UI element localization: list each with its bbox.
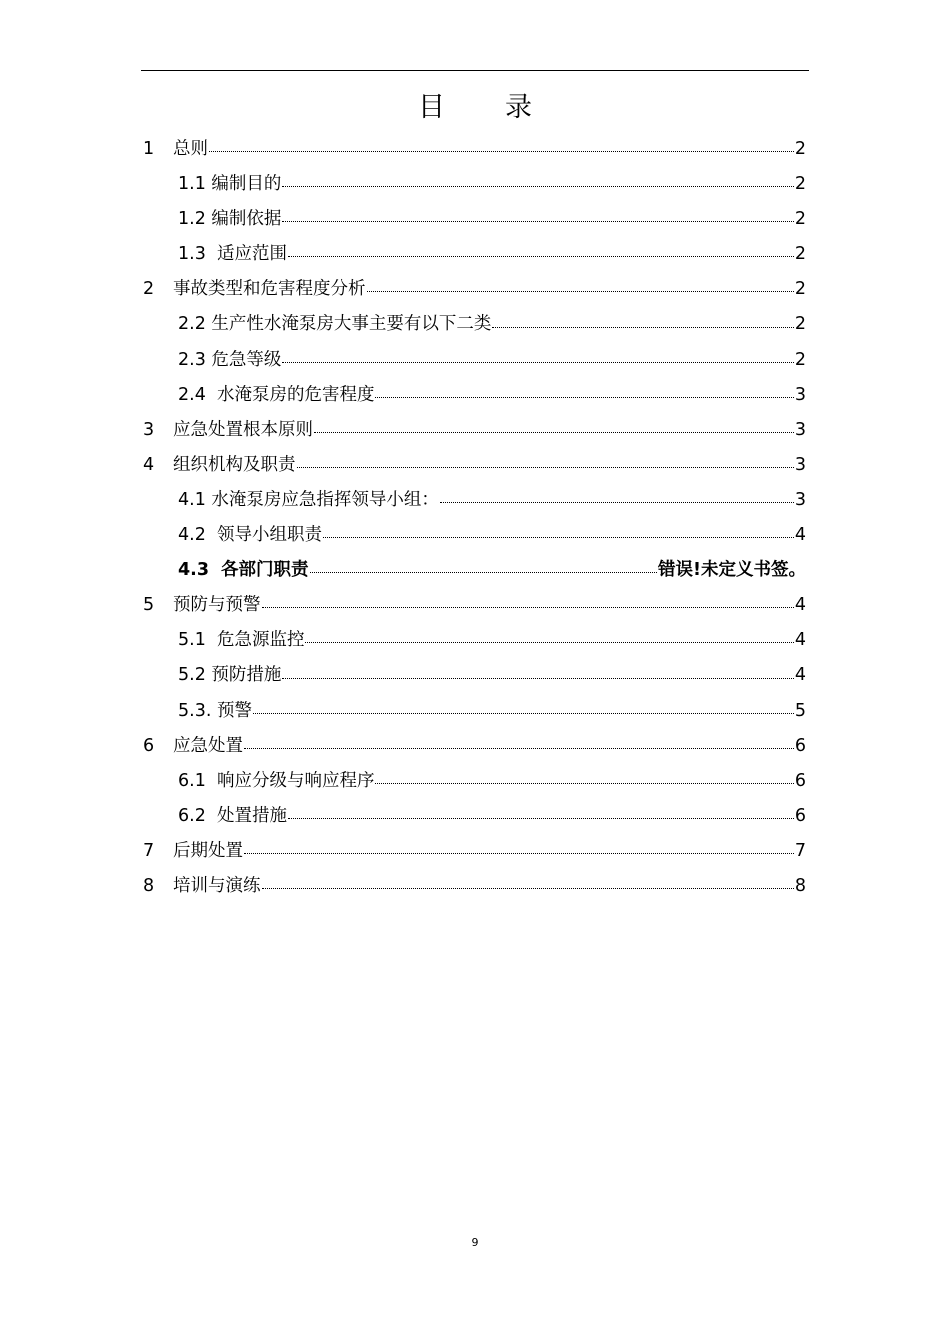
- toc-entry-title: 领导小组职责: [216, 525, 322, 546]
- toc-entry-number: 5.3.: [178, 700, 217, 721]
- toc-entry[interactable]: [143, 167, 806, 202]
- toc-dot-leader: [244, 747, 794, 749]
- toc-list: [143, 132, 806, 904]
- toc-entry-title: 适应范围: [216, 244, 287, 265]
- toc-entry-page: 2: [794, 209, 806, 230]
- toc-dot-leader: [288, 255, 794, 257]
- toc-entry[interactable]: [143, 413, 806, 448]
- toc-entry[interactable]: [143, 869, 806, 904]
- toc-entry-page: 6: [794, 735, 806, 756]
- toc-entry-number: 5.2: [178, 665, 212, 686]
- toc-dot-leader: [282, 185, 793, 187]
- toc-dot-leader: [244, 852, 794, 854]
- toc-entry[interactable]: [143, 553, 806, 588]
- toc-dot-leader: [262, 887, 794, 889]
- toc-dot-leader: [375, 782, 793, 784]
- toc-entry-title: 生产性水淹泵房大事主要有以下二类: [211, 314, 492, 335]
- toc-entry[interactable]: [143, 799, 806, 834]
- toc-entry[interactable]: [143, 237, 806, 272]
- toc-entry[interactable]: [143, 518, 806, 553]
- toc-dot-leader: [314, 431, 794, 433]
- toc-entry-page: 3: [794, 489, 806, 510]
- toc-entry-number: 4: [143, 454, 155, 475]
- toc-entry-number: 6: [143, 735, 155, 756]
- toc-entry-title: 响应分级与响应程序: [216, 770, 375, 791]
- toc-dot-leader: [492, 326, 793, 328]
- toc-entry[interactable]: [143, 448, 806, 483]
- toc-dot-leader: [305, 641, 793, 643]
- toc-entry-page: 4: [794, 595, 806, 616]
- toc-entry-number: 1.3: [178, 244, 217, 265]
- toc-entry-page: 4: [794, 665, 806, 686]
- toc-entry-title: 各部门职责: [221, 560, 309, 581]
- toc-dot-leader: [375, 396, 793, 398]
- toc-entry-title: 预防与预警: [173, 595, 261, 616]
- toc-entry-page: 7: [794, 840, 806, 861]
- header-rule: [141, 70, 809, 71]
- toc-title-char-2: 录: [505, 92, 532, 123]
- toc-dot-leader: [310, 571, 658, 573]
- toc-entry-number: 6.2: [178, 805, 217, 826]
- toc-dot-leader: [440, 501, 794, 503]
- toc-entry-number: 2.2: [178, 314, 212, 335]
- toc-dot-leader: [282, 677, 793, 679]
- toc-dot-leader: [253, 712, 794, 714]
- toc-entry[interactable]: [143, 729, 806, 764]
- toc-entry-title: 后期处置: [173, 840, 243, 861]
- toc-title-char-1: 目: [418, 92, 445, 123]
- toc-entry[interactable]: [143, 623, 806, 658]
- toc-entry-page: 5: [794, 700, 806, 721]
- toc-entry-title: 危急源监控: [216, 630, 305, 651]
- toc-entry[interactable]: [143, 483, 806, 518]
- toc-entry[interactable]: [143, 202, 806, 237]
- toc-entry-number: 4.3: [178, 560, 210, 581]
- toc-entry-page: 4: [794, 630, 806, 651]
- toc-entry-number: 5: [143, 595, 155, 616]
- toc-entry-title: 事故类型和危害程度分析: [173, 279, 366, 300]
- toc-title: [0, 88, 950, 128]
- toc-entry[interactable]: [143, 307, 806, 342]
- toc-entry-page: 3: [794, 384, 806, 405]
- toc-entry-title: 预警: [216, 700, 252, 721]
- toc-entry-page: 2: [794, 279, 806, 300]
- toc-entry[interactable]: [143, 834, 806, 869]
- toc-entry[interactable]: [143, 343, 806, 378]
- toc-entry-number: 2.4: [178, 384, 217, 405]
- toc-entry[interactable]: [143, 378, 806, 413]
- toc-entry-title: 应急处置: [173, 735, 243, 756]
- toc-entry-page: 4: [794, 525, 806, 546]
- toc-entry-number: 1.1: [178, 174, 212, 195]
- toc-entry-title: 应急处置根本原则: [173, 419, 313, 440]
- toc-entry-number: 3: [143, 419, 155, 440]
- toc-entry-page: 3: [794, 454, 806, 475]
- toc-entry-number: 6.1: [178, 770, 217, 791]
- toc-entry-page: 6: [794, 770, 806, 791]
- toc-entry-title: 组织机构及职责: [173, 454, 296, 475]
- toc-dot-leader: [282, 361, 793, 363]
- toc-dot-leader: [288, 817, 794, 819]
- toc-entry[interactable]: [143, 272, 806, 307]
- toc-dot-leader: [367, 290, 794, 292]
- toc-dot-leader: [282, 220, 793, 222]
- toc-entry-page: 2: [794, 244, 806, 265]
- toc-entry[interactable]: [143, 588, 806, 623]
- toc-entry-number: 4.2: [178, 525, 217, 546]
- toc-entry-page: 8: [794, 875, 806, 896]
- toc-entry[interactable]: [143, 764, 806, 799]
- toc-entry-page: 错误!未定义书签。: [658, 560, 806, 581]
- page-number: 9: [471, 1236, 479, 1249]
- toc-entry[interactable]: [143, 132, 806, 167]
- toc-entry[interactable]: [143, 658, 806, 693]
- toc-entry-title: 水淹泵房的危害程度: [216, 384, 375, 405]
- toc-entry[interactable]: [143, 694, 806, 729]
- toc-entry-page: 2: [794, 349, 806, 370]
- toc-dot-leader: [323, 536, 794, 538]
- toc-entry-title: 预防措施: [211, 665, 282, 686]
- toc-entry-number: 2: [143, 279, 155, 300]
- toc-entry-title: 总则: [173, 139, 208, 159]
- toc-entry-number: 8: [143, 875, 155, 896]
- toc-entry-page: 2: [794, 139, 806, 159]
- toc-entry-page: 2: [794, 314, 806, 335]
- toc-dot-leader: [297, 466, 794, 468]
- toc-dot-leader: [209, 150, 794, 152]
- toc-entry-title: 编制目的: [211, 174, 282, 195]
- toc-entry-number: 5.1: [178, 630, 217, 651]
- toc-entry-title: 处置措施: [216, 805, 287, 826]
- toc-entry-page: 2: [794, 174, 806, 195]
- toc-entry-title: 水淹泵房应急指挥领导小组：: [211, 489, 439, 510]
- toc-entry-page: 6: [794, 805, 806, 826]
- toc-entry-number: 2.3: [178, 349, 212, 370]
- toc-dot-leader: [262, 606, 794, 608]
- toc-entry-page: 3: [794, 419, 806, 440]
- toc-entry-number: 1.2: [178, 209, 212, 230]
- toc-entry-title: 危急等级: [211, 349, 282, 370]
- toc-entry-title: 编制依据: [211, 209, 282, 230]
- toc-entry-number: 1: [143, 139, 155, 159]
- toc-entry-number: 7: [143, 840, 155, 861]
- toc-entry-number: 4.1: [178, 489, 212, 510]
- toc-entry-title: 培训与演练: [173, 875, 261, 896]
